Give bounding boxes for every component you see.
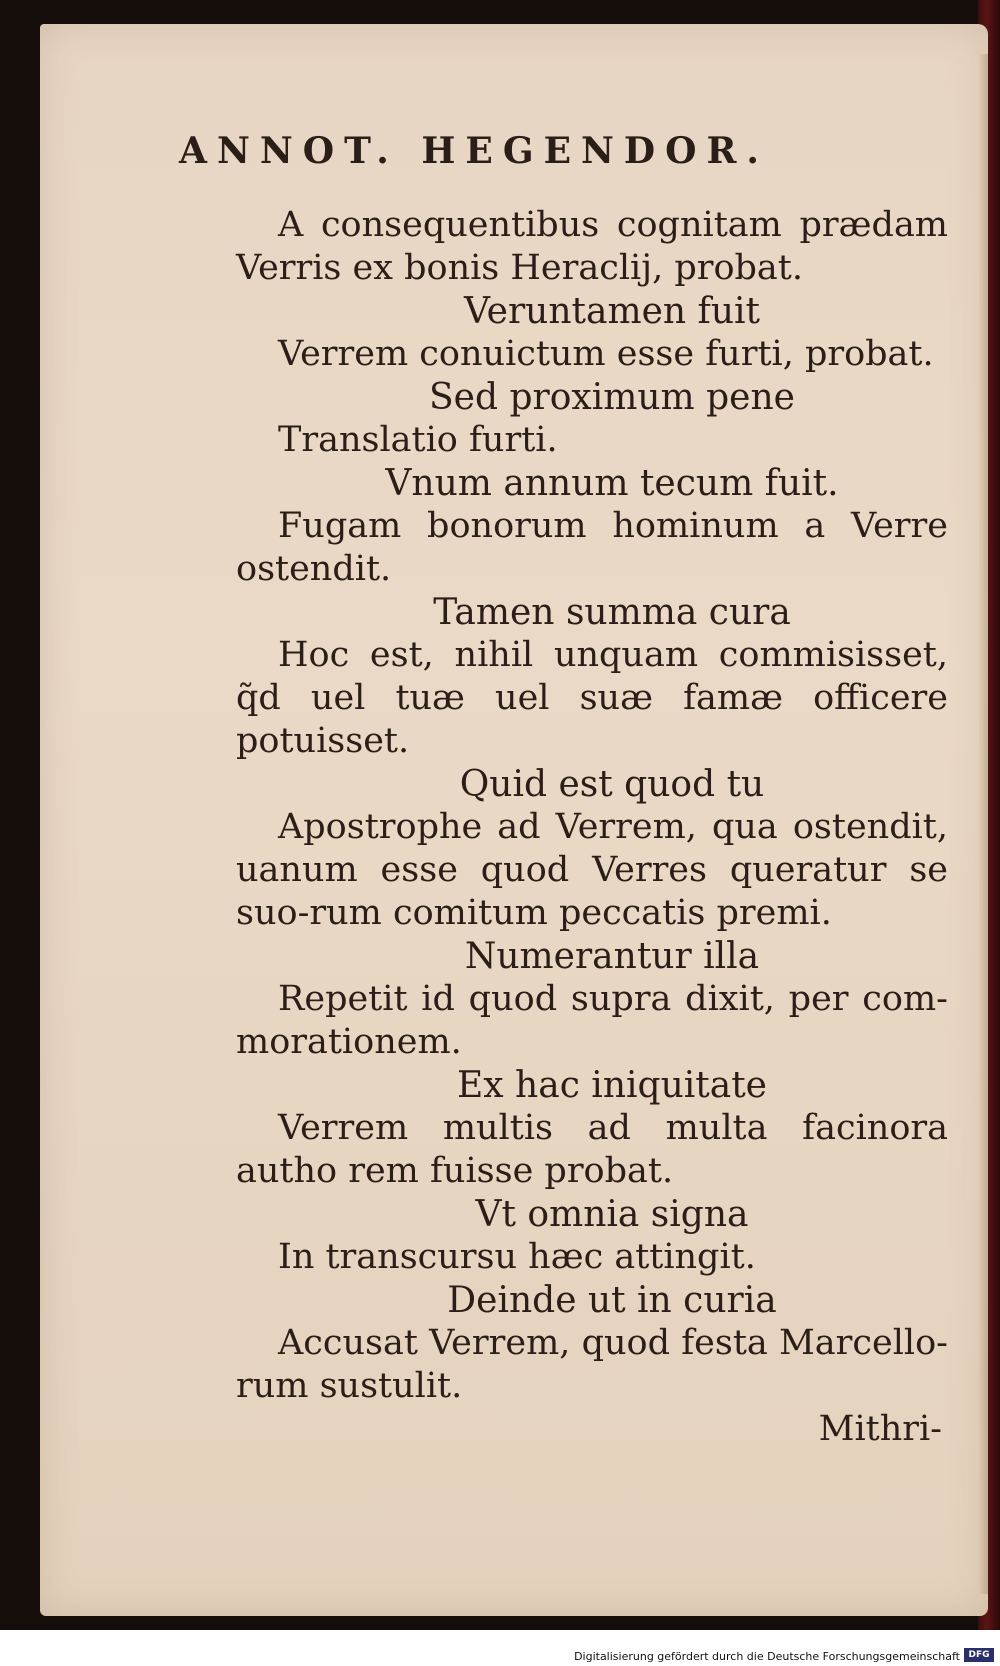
dfg-logo: DFG [964,1648,994,1662]
comment: Repetit id quod supra dixit, per com-morationem. [236,979,948,1062]
catchword: Mithri- [818,1409,942,1449]
comment: Verrem conuictum esse furti, probat. [278,334,934,374]
lemma: Ex hac iniquitate [457,1065,767,1106]
comment: Hoc est, nihil unquam commisisset, q̃d uel tuæ uel suæ famæ officere potuisset. [236,635,948,761]
comment: Fugam bonorum hominum a Verre ostendit. [236,506,948,589]
lemma: Veruntamen fuit [463,291,761,332]
lemma: Numerantur illa [464,936,760,977]
lemma: Vnum annum tecum fuit. [385,463,839,504]
comment: Verrem multis ad multa facinora autho rem fuisse probat. [236,1108,948,1191]
comment: A consequentibus cognitam prædam Verris ex bonis Heraclij, probat. [236,205,948,288]
lemma: Deinde ut in curia [447,1280,777,1321]
running-head: ANNOT. HEGENDOR. [179,130,769,172]
digitization-credit: Digitalisierung gefördert durch die Deutsche Forschungsgemeinschaft [574,1650,960,1663]
page-text [236,204,948,1451]
lemma: Sed proximum pene [429,377,795,418]
lemma: Tamen summa cura [433,592,791,633]
comment: Accusat Verrem, quod festa Marcello-rum sustulit. [236,1323,948,1406]
lemma: Quid est quod tu [459,764,765,805]
comment: In transcursu hæc attingit. [278,1237,756,1277]
book-page [40,24,988,1616]
comment: Translatio furti. [278,420,558,460]
lemma: Vt omnia signa [475,1194,749,1235]
page-edge [978,54,988,1594]
comment: Apostrophe ad Verrem, qua ostendit, uanum esse quod Verres queratur se suo-rum comitum peccatis premi. [236,807,948,933]
